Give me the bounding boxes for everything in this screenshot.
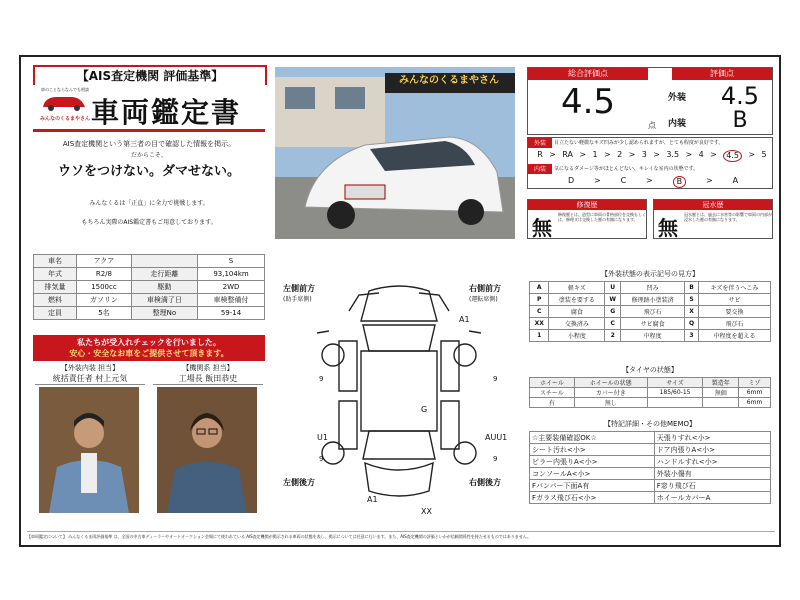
- legend-desc: 小程度: [549, 330, 605, 342]
- scale-value: C: [620, 176, 627, 185]
- exterior-scale-box: [527, 137, 773, 189]
- legend-desc: サビ腐食: [621, 318, 685, 330]
- legend-desc: 中程度: [621, 330, 685, 342]
- tire-table: [529, 377, 771, 408]
- mark-a1-bottom: A1: [367, 495, 378, 504]
- legend-mark: W: [605, 294, 621, 306]
- tire-cell: カバー付き: [574, 388, 647, 398]
- legend-mark: P: [530, 294, 549, 306]
- front-right-sub: (運転席側): [469, 296, 498, 303]
- mark-a1-top: A1: [459, 315, 470, 324]
- person-photo-image: [157, 387, 257, 513]
- legend-mark: U: [605, 282, 621, 294]
- legend-desc: 修理跡小塗装済: [621, 294, 685, 306]
- staff-photo-left: [39, 387, 139, 513]
- legend-table: [529, 281, 771, 342]
- memo-item: Fバンパー下面A有: [530, 480, 655, 492]
- memo-item: ピラー内張りA<小>: [530, 456, 655, 468]
- spec-key: 定員: [34, 307, 77, 320]
- spec-key: 整理No: [131, 307, 197, 320]
- scale-separator: >: [628, 150, 636, 159]
- tire-cell: 185/60-15: [647, 388, 703, 398]
- memo-item: 外装小傷有: [654, 468, 770, 480]
- legend-mark: G: [605, 306, 621, 318]
- memo-item: F窓り飛び石: [654, 480, 770, 492]
- footer-note: 【車両鑑定について】 みんなくるま両評価基準 は、全国の中古車ディーラーやオートオークション会場にて使われている AIS査定機関が掲示される車両の状態を表し、掲示については任意に行います。また、AIS査定機関の評価といかが信頼関係性を持たせるものではありません。: [27, 531, 775, 540]
- mark-9: 9: [493, 455, 498, 463]
- logo-subtitle: 車のことならなんでも相談: [41, 87, 89, 92]
- ext-desc: 目立たない軽微なキズ凹みが少し認められますが、とても程度が良好です。: [554, 140, 724, 146]
- spec-value: 93,104km: [198, 268, 265, 281]
- front-left-text: 左側前方: [283, 284, 315, 293]
- mark-g: G: [421, 405, 428, 414]
- spec-value: ガソリン: [77, 294, 132, 307]
- legend-row: [530, 282, 771, 294]
- legend-desc: 軽キズ: [549, 282, 605, 294]
- scale-value: 4: [698, 150, 704, 159]
- legend-desc: 腐食: [549, 306, 605, 318]
- tire-cell: スチール: [530, 388, 575, 398]
- spec-key: 車名: [34, 255, 77, 268]
- repair-history-box: [527, 199, 647, 239]
- tire-row: [530, 388, 771, 398]
- legend-desc: サビ: [698, 294, 770, 306]
- repair-label: 修復歴: [528, 200, 646, 210]
- tire-header: ホイールの状態: [574, 378, 647, 388]
- legend-mark: B: [685, 282, 699, 294]
- intro-line: AIS査定機関という第三者の目で確認した情報を掲示。: [62, 140, 236, 148]
- memo-row: [530, 480, 771, 492]
- legend-mark: XX: [530, 318, 549, 330]
- scale-value: B: [673, 176, 687, 188]
- legend-row: [530, 330, 771, 342]
- legend-desc: 飛び石: [621, 306, 685, 318]
- tire-cell: [647, 398, 703, 408]
- note-line-2: もちろん実際のAIS鑑定書もご用意しております。: [81, 219, 217, 226]
- tire-cell: 有: [530, 398, 575, 408]
- repair-desc: 修復歴とは、造型に車両の骨格部位を交換もしくは、修理又は交換した歴の有無になります。: [558, 212, 646, 222]
- left-name: 統括責任者 村上元気: [35, 373, 145, 385]
- scale-value: RA: [562, 150, 573, 159]
- overall-score: 4.5: [560, 82, 616, 122]
- spec-key: 燃料: [34, 294, 77, 307]
- scale-value: R: [537, 150, 543, 159]
- legend-desc: 飛び石: [698, 318, 770, 330]
- logo: [35, 87, 95, 127]
- spec-key: 年式: [34, 268, 77, 281]
- spec-value: 1500cc: [77, 281, 132, 294]
- tire-title: 【タイヤの状態】: [622, 366, 678, 374]
- car-logo-icon: [35, 93, 93, 111]
- memo-item: コンソールA<小>: [530, 468, 655, 480]
- exterior-score: 4.5: [720, 82, 760, 110]
- tire-header: 製造年: [703, 378, 739, 388]
- scale-separator: >: [604, 150, 611, 159]
- legend-mark: X: [685, 306, 699, 318]
- spec-row: [34, 307, 265, 320]
- page-title: 車両鑑定書: [91, 96, 242, 129]
- spec-key: 車検満了日: [131, 294, 197, 307]
- mark-u1-left: U1: [317, 433, 328, 442]
- memo-item: ☆主要装備確認OK☆: [530, 432, 655, 444]
- spec-row: [34, 268, 265, 281]
- tire-header: サイズ: [647, 378, 703, 388]
- scale-separator: >: [710, 150, 717, 159]
- spec-row: [34, 281, 265, 294]
- tire-cell: 6mm: [739, 388, 771, 398]
- legend-row: [530, 294, 771, 306]
- scale-value: D: [567, 176, 575, 185]
- title-underline: [33, 129, 265, 132]
- banner-line-2: 安心・安全なお車をご提供させて頂きます。: [69, 349, 229, 358]
- exterior-label: 外装: [668, 93, 687, 103]
- mark-9: 9: [319, 375, 324, 383]
- spec-value: アクア: [77, 255, 132, 268]
- spec-value: 車検整備付: [198, 294, 265, 307]
- staff-photo-right: [157, 387, 257, 513]
- memo-item: 天張りすれ<小>: [654, 432, 770, 444]
- scale-value: 3: [641, 150, 647, 159]
- legend-title: 【外装状態の表示記号の見方】: [601, 270, 699, 278]
- slogan: ウソをつけない。ダマせない。: [57, 164, 240, 179]
- tire-cell: 無価: [703, 388, 739, 398]
- legend-desc: 交換済み: [549, 318, 605, 330]
- rear-right-label: 右側後方: [469, 478, 501, 487]
- scale-separator: >: [579, 150, 587, 159]
- ext-desc-label: 外装: [528, 138, 552, 148]
- left-role: 【外装内装 担当】: [60, 364, 120, 372]
- scale-value: 1: [592, 150, 598, 159]
- mark-9: 9: [319, 455, 324, 463]
- overall-unit: 点: [648, 121, 656, 130]
- score-panel: [527, 67, 773, 135]
- spec-row: [34, 255, 265, 268]
- tire-row: [530, 398, 771, 408]
- legend-mark: 3: [685, 330, 699, 342]
- spec-value: R2/8: [77, 268, 132, 281]
- legend-desc: 塗装を要する: [549, 294, 605, 306]
- header-badge: 【AIS査定機関 評価基準】: [33, 65, 267, 85]
- scale-separator: >: [685, 150, 693, 159]
- memo-row: [530, 432, 771, 444]
- legend-desc: キズを伴うへこみ: [698, 282, 770, 294]
- mark-9: 9: [493, 375, 498, 383]
- scale-value: 5: [761, 150, 767, 159]
- logo-text: みんなのくるまやさん: [39, 116, 90, 122]
- tire-header: ミゾ: [739, 378, 771, 388]
- car-photo-image: [275, 67, 515, 239]
- front-left-sub: (助手席側): [283, 296, 312, 303]
- memo-item: Fガラス飛び石<小>: [530, 492, 655, 504]
- legend-mark: C: [530, 306, 549, 318]
- legend-mark: C: [605, 318, 621, 330]
- rear-left-label: 左側後方: [283, 478, 315, 487]
- memo-item: シート汚れ<小>: [530, 444, 655, 456]
- memo-row: [530, 444, 771, 456]
- tire-cell: 6mm: [739, 398, 771, 408]
- spec-key: [131, 255, 197, 268]
- mark-xx: XX: [421, 507, 432, 516]
- check-banner: [33, 335, 265, 361]
- tire-cell: [703, 398, 739, 408]
- spec-value: 2WD: [198, 281, 265, 294]
- spec-key: 駆動: [131, 281, 197, 294]
- overall-label: 総合評価点: [528, 68, 648, 80]
- scale-separator: >: [653, 150, 660, 159]
- scale-value: 4.5: [723, 150, 742, 162]
- memo-item: ハンドルすれ<小>: [654, 456, 770, 468]
- flood-desc: 冠水歴とは、過去に水害等の影響で車両の内部が浸水した歴の有無になります。: [684, 212, 772, 222]
- memo-row: [530, 456, 771, 468]
- tire-header: ホイール: [530, 378, 575, 388]
- front-right-text: 右側前方: [469, 284, 501, 293]
- repair-value: 無: [532, 216, 552, 240]
- spec-value: 59-14: [198, 307, 265, 320]
- memo-item: ドア内張りA<小>: [654, 444, 770, 456]
- memo-item: ホイールカバーA: [654, 492, 770, 504]
- legend-mark: A: [530, 282, 549, 294]
- interior-scale: [558, 176, 748, 188]
- intro-line-2: だからこそ、: [131, 152, 167, 159]
- tire-header-row: [530, 378, 771, 388]
- legend-desc: 中程度を超える: [698, 330, 770, 342]
- memo-row: [530, 492, 771, 504]
- banner-line-1: 私たちが受入れチェックを行いました。: [77, 338, 221, 347]
- right-name: 工場長 飯田恭史: [153, 373, 263, 385]
- memo-table: [529, 431, 771, 504]
- legend-row: [530, 306, 771, 318]
- scale-value: 3.5: [666, 150, 680, 159]
- legend-mark: S: [685, 294, 699, 306]
- tire-cell: 無し: [574, 398, 647, 408]
- scale-separator: >: [705, 176, 713, 185]
- int-desc-label: 内装: [528, 164, 552, 174]
- flood-value: 無: [658, 216, 678, 240]
- scale-value: A: [732, 176, 739, 185]
- right-role: 【機関系 担当】: [182, 364, 234, 372]
- scale-separator: >: [748, 150, 756, 159]
- shop-sign: みんなのくるまやさん: [399, 75, 499, 86]
- int-desc: 気になるダメージ等がほとんどない、キレイな室内の状態です。: [554, 166, 699, 172]
- legend-mark: 1: [530, 330, 549, 342]
- memo-row: [530, 468, 771, 480]
- memo-title: 【特記詳細・その他MEMO】: [603, 420, 696, 428]
- flood-label: 冠水歴: [654, 200, 772, 210]
- legend-mark: Q: [685, 318, 699, 330]
- spec-key: 排気量: [34, 281, 77, 294]
- scale-separator: >: [549, 150, 556, 159]
- flood-history-box: [653, 199, 773, 239]
- note-line: みんなくるは「正直」に全力で挑戦します。: [89, 200, 209, 207]
- rating-label: 評価点: [672, 68, 772, 80]
- legend-mark: 2: [605, 330, 621, 342]
- legend-row: [530, 318, 771, 330]
- interior-score: B: [732, 108, 748, 133]
- specs-table: [33, 254, 265, 320]
- spec-value: 5名: [77, 307, 132, 320]
- vehicle-photo: [275, 67, 515, 239]
- exterior-scale: [534, 150, 770, 162]
- scale-separator: >: [593, 176, 601, 185]
- spec-key: 走行距離: [131, 268, 197, 281]
- mark-a-u1-right: AUU1: [485, 433, 508, 442]
- appraisal-sheet: [19, 55, 781, 547]
- spec-value: S: [198, 255, 265, 268]
- legend-desc: 要交換: [698, 306, 770, 318]
- scale-separator: >: [646, 176, 653, 185]
- scale-value: 2: [617, 150, 623, 159]
- legend-desc: 凹み: [621, 282, 685, 294]
- interior-label: 内装: [668, 119, 687, 129]
- person-photo-image: [39, 387, 139, 513]
- spec-row: [34, 294, 265, 307]
